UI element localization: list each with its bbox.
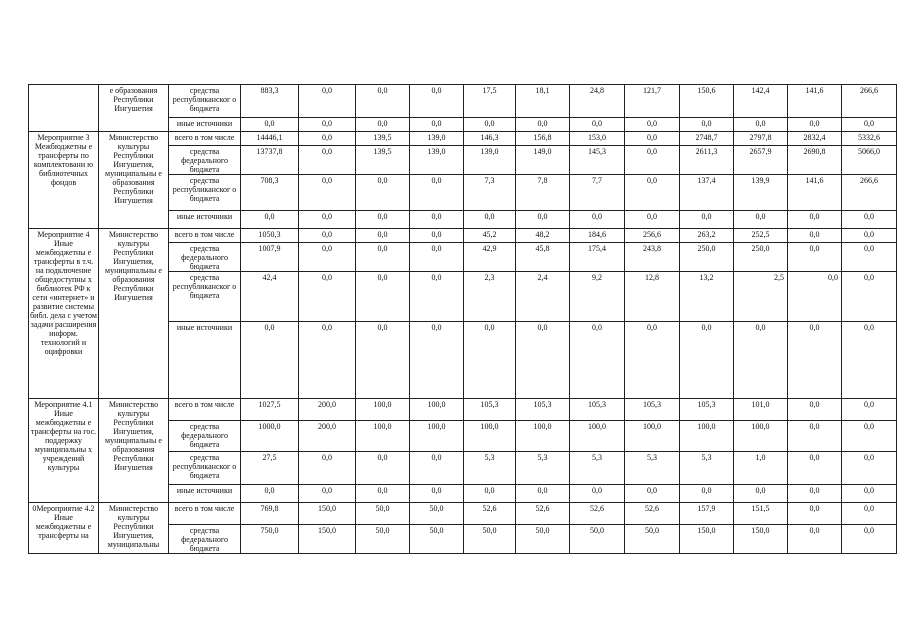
value-cell: 18,1 xyxy=(516,85,570,118)
value-cell: 105,3 xyxy=(680,399,734,421)
value-cell: 7,8 xyxy=(516,175,570,211)
value-cell: 0,0 xyxy=(299,243,356,272)
value-cell: 266,6 xyxy=(842,175,897,211)
value-cell: 139,0 xyxy=(410,146,464,175)
value-cell: 0,0 xyxy=(299,146,356,175)
value-cell: 0,0 xyxy=(570,118,625,132)
value-cell: 101,0 xyxy=(734,399,788,421)
responsible-cell: Министерство культуры Республики Ингушетия, муниципальны xyxy=(99,503,169,554)
value-cell: 50,0 xyxy=(410,525,464,554)
value-cell: 100,0 xyxy=(625,421,680,452)
value-cell: 0,0 xyxy=(788,243,842,272)
value-cell: 0,0 xyxy=(241,211,299,229)
value-cell: 250,0 xyxy=(734,243,788,272)
value-cell: 0,0 xyxy=(734,485,788,503)
value-cell: 5,3 xyxy=(625,452,680,485)
responsible-cell: Министерство культуры Республики Ингушетия, муниципальны е образования Республики Ингушетия xyxy=(99,229,169,399)
value-cell: 0,0 xyxy=(788,118,842,132)
value-cell: 0,0 xyxy=(356,485,410,503)
value-cell: 13737,8 xyxy=(241,146,299,175)
value-cell: 0,0 xyxy=(464,322,516,399)
value-cell: 0,0 xyxy=(410,322,464,399)
responsible-cell: Министерство культуры Республики Ингушетия, муниципальны е образования Республики Ингушетия xyxy=(99,132,169,229)
value-cell: 105,3 xyxy=(625,399,680,421)
value-cell: 0,0 xyxy=(516,485,570,503)
value-cell: 100,0 xyxy=(464,421,516,452)
value-cell: 0,0 xyxy=(410,485,464,503)
value-cell: 139,0 xyxy=(410,132,464,146)
value-cell: 0,0 xyxy=(356,175,410,211)
value-cell: 883,3 xyxy=(241,85,299,118)
value-cell: 184,6 xyxy=(570,229,625,243)
value-cell: 151,5 xyxy=(734,503,788,525)
table-row xyxy=(29,503,897,525)
value-cell: 0,0 xyxy=(570,322,625,399)
value-cell: 153,0 xyxy=(570,132,625,146)
value-cell: 100,0 xyxy=(680,421,734,452)
value-cell: 252,5 xyxy=(734,229,788,243)
value-cell: 12,8 xyxy=(625,272,680,322)
value-cell: 0,0 xyxy=(241,118,299,132)
value-cell: 2832,4 xyxy=(788,132,842,146)
value-cell: 1007,9 xyxy=(241,243,299,272)
value-cell: 0,0 xyxy=(625,175,680,211)
value-cell: 48,2 xyxy=(516,229,570,243)
value-cell: 0,0 xyxy=(788,272,842,322)
value-cell: 0,0 xyxy=(356,118,410,132)
event-cell: Мероприятие 3 Межбюджетны е трансферты по комплектовани ю библиотечных фондов xyxy=(29,132,99,229)
value-cell: 100,0 xyxy=(356,421,410,452)
event-cell xyxy=(29,85,99,132)
value-cell: 0,0 xyxy=(299,452,356,485)
value-cell: 0,0 xyxy=(570,211,625,229)
value-cell: 1027,5 xyxy=(241,399,299,421)
value-cell: 24,8 xyxy=(570,85,625,118)
value-cell: 0,0 xyxy=(842,272,897,322)
value-cell: 0,0 xyxy=(356,243,410,272)
value-cell: 0,0 xyxy=(680,322,734,399)
value-cell: 0,0 xyxy=(680,485,734,503)
value-cell: 14446,1 xyxy=(241,132,299,146)
value-cell: 50,0 xyxy=(410,503,464,525)
value-cell: 5,3 xyxy=(680,452,734,485)
value-cell: 150,0 xyxy=(299,503,356,525)
value-cell: 0,0 xyxy=(625,211,680,229)
value-cell: 0,0 xyxy=(356,272,410,322)
funding-source-cell: средства республиканског о бюджета xyxy=(169,85,241,118)
value-cell: 50,0 xyxy=(356,525,410,554)
value-cell: 0,0 xyxy=(788,525,842,554)
value-cell: 13,2 xyxy=(680,272,734,322)
value-cell: 0,0 xyxy=(570,485,625,503)
value-cell: 200,0 xyxy=(299,421,356,452)
value-cell: 105,3 xyxy=(516,399,570,421)
value-cell: 5066,0 xyxy=(842,146,897,175)
value-cell: 0,0 xyxy=(356,85,410,118)
value-cell: 243,8 xyxy=(625,243,680,272)
value-cell: 1,0 xyxy=(734,452,788,485)
value-cell: 0,0 xyxy=(842,503,897,525)
value-cell: 0,0 xyxy=(299,272,356,322)
value-cell: 708,3 xyxy=(241,175,299,211)
value-cell: 0,0 xyxy=(410,85,464,118)
value-cell: 45,8 xyxy=(516,243,570,272)
value-cell: 5332,6 xyxy=(842,132,897,146)
value-cell: 105,3 xyxy=(464,399,516,421)
value-cell: 0,0 xyxy=(734,322,788,399)
funding-source-cell: всего в том числе xyxy=(169,399,241,421)
value-cell: 0,0 xyxy=(410,229,464,243)
event-cell: Мероприятие 4.1 Иные межбюджетны е трансферты на гос. поддержку муниципальны х учреждений культуры xyxy=(29,399,99,503)
value-cell: 0,0 xyxy=(464,211,516,229)
value-cell: 175,4 xyxy=(570,243,625,272)
value-cell: 150,6 xyxy=(680,85,734,118)
value-cell: 0,0 xyxy=(788,322,842,399)
value-cell: 7,3 xyxy=(464,175,516,211)
funding-source-cell: иные источники xyxy=(169,485,241,503)
value-cell: 156,8 xyxy=(516,132,570,146)
value-cell: 146,3 xyxy=(464,132,516,146)
funding-source-cell: всего в том числе xyxy=(169,132,241,146)
value-cell: 0,0 xyxy=(356,322,410,399)
value-cell: 0,0 xyxy=(842,211,897,229)
funding-source-cell: средства федерального бюджета xyxy=(169,421,241,452)
table-row xyxy=(29,85,897,118)
value-cell: 0,0 xyxy=(516,118,570,132)
value-cell: 50,0 xyxy=(356,503,410,525)
value-cell: 100,0 xyxy=(516,421,570,452)
value-cell: 42,4 xyxy=(241,272,299,322)
table-row xyxy=(29,229,897,243)
value-cell: 145,3 xyxy=(570,146,625,175)
value-cell: 0,0 xyxy=(842,421,897,452)
value-cell: 0,0 xyxy=(464,118,516,132)
value-cell: 45,2 xyxy=(464,229,516,243)
value-cell: 2797,8 xyxy=(734,132,788,146)
value-cell: 0,0 xyxy=(788,211,842,229)
value-cell: 5,3 xyxy=(516,452,570,485)
value-cell: 5,3 xyxy=(464,452,516,485)
value-cell: 0,0 xyxy=(842,485,897,503)
value-cell: 0,0 xyxy=(299,229,356,243)
value-cell: 121,7 xyxy=(625,85,680,118)
value-cell: 5,3 xyxy=(570,452,625,485)
responsible-cell: е образования Республики Ингушетия xyxy=(99,85,169,132)
value-cell: 0,0 xyxy=(734,211,788,229)
value-cell: 0,0 xyxy=(241,322,299,399)
value-cell: 0,0 xyxy=(788,503,842,525)
table-row xyxy=(29,132,897,146)
value-cell: 0,0 xyxy=(356,211,410,229)
value-cell: 52,6 xyxy=(625,503,680,525)
value-cell: 7,7 xyxy=(570,175,625,211)
value-cell: 100,0 xyxy=(410,421,464,452)
value-cell: 157,9 xyxy=(680,503,734,525)
value-cell: 750,0 xyxy=(241,525,299,554)
value-cell: 52,6 xyxy=(516,503,570,525)
value-cell: 0,0 xyxy=(625,132,680,146)
value-cell: 0,0 xyxy=(410,118,464,132)
value-cell: 263,2 xyxy=(680,229,734,243)
responsible-cell: Министерство культуры Республики Ингушетия, муниципальны е образования Республики Ингушетия xyxy=(99,399,169,503)
value-cell: 139,9 xyxy=(734,175,788,211)
value-cell: 0,0 xyxy=(410,211,464,229)
table-row xyxy=(29,399,897,421)
funding-source-cell: всего в том числе xyxy=(169,503,241,525)
value-cell: 0,0 xyxy=(734,118,788,132)
event-cell: Мероприятие 4 Иные межбюджетны е трансферты в т.ч. на подключение общедоступны х библиотек РФ к сети «интернет» и развитие системы библ. дела с учетом задачи расширения информ. технологий и оцифровки xyxy=(29,229,99,399)
value-cell: 0,0 xyxy=(842,243,897,272)
value-cell: 52,6 xyxy=(464,503,516,525)
value-cell: 0,0 xyxy=(464,485,516,503)
value-cell: 141,6 xyxy=(788,175,842,211)
funding-source-cell: иные источники xyxy=(169,322,241,399)
funding-source-cell: иные источники xyxy=(169,211,241,229)
value-cell: 0,0 xyxy=(680,118,734,132)
funding-source-cell: средства федерального бюджета xyxy=(169,243,241,272)
value-cell: 0,0 xyxy=(625,485,680,503)
value-cell: 0,0 xyxy=(625,146,680,175)
value-cell: 0,0 xyxy=(299,322,356,399)
value-cell: 0,0 xyxy=(299,211,356,229)
value-cell: 137,4 xyxy=(680,175,734,211)
value-cell: 2,4 xyxy=(516,272,570,322)
funding-source-cell: средства республиканског о бюджета xyxy=(169,272,241,322)
value-cell: 0,0 xyxy=(842,118,897,132)
value-cell: 0,0 xyxy=(842,399,897,421)
value-cell: 100,0 xyxy=(410,399,464,421)
value-cell: 0,0 xyxy=(299,118,356,132)
value-cell: 50,0 xyxy=(570,525,625,554)
value-cell: 142,4 xyxy=(734,85,788,118)
value-cell: 0,0 xyxy=(410,243,464,272)
value-cell: 0,0 xyxy=(299,132,356,146)
funding-source-cell: средства республиканског о бюджета xyxy=(169,175,241,211)
value-cell: 139,5 xyxy=(356,132,410,146)
value-cell: 150,0 xyxy=(680,525,734,554)
value-cell: 0,0 xyxy=(842,525,897,554)
value-cell: 139,0 xyxy=(464,146,516,175)
value-cell: 266,6 xyxy=(842,85,897,118)
funding-source-cell: иные источники xyxy=(169,118,241,132)
value-cell: 0,0 xyxy=(410,452,464,485)
value-cell: 17,5 xyxy=(464,85,516,118)
value-cell: 27,5 xyxy=(241,452,299,485)
value-cell: 769,8 xyxy=(241,503,299,525)
value-cell: 200,0 xyxy=(299,399,356,421)
value-cell: 0,0 xyxy=(842,322,897,399)
value-cell: 150,0 xyxy=(734,525,788,554)
value-cell: 0,0 xyxy=(356,229,410,243)
funding-source-cell: средства федерального бюджета xyxy=(169,525,241,554)
value-cell: 0,0 xyxy=(788,399,842,421)
value-cell: 0,0 xyxy=(299,85,356,118)
value-cell: 0,0 xyxy=(680,211,734,229)
value-cell: 2611,3 xyxy=(680,146,734,175)
value-cell: 50,0 xyxy=(516,525,570,554)
value-cell: 2,5 xyxy=(734,272,788,322)
value-cell: 2690,8 xyxy=(788,146,842,175)
value-cell: 105,3 xyxy=(570,399,625,421)
value-cell: 1050,3 xyxy=(241,229,299,243)
value-cell: 250,0 xyxy=(680,243,734,272)
funding-source-cell: средства республиканског о бюджета xyxy=(169,452,241,485)
value-cell: 0,0 xyxy=(299,175,356,211)
value-cell: 0,0 xyxy=(410,175,464,211)
value-cell: 2,3 xyxy=(464,272,516,322)
value-cell: 0,0 xyxy=(625,322,680,399)
value-cell: 50,0 xyxy=(464,525,516,554)
value-cell: 0,0 xyxy=(788,452,842,485)
budget-table xyxy=(28,84,897,554)
value-cell: 139,5 xyxy=(356,146,410,175)
funding-source-cell: всего в том числе xyxy=(169,229,241,243)
value-cell: 100,0 xyxy=(734,421,788,452)
value-cell: 100,0 xyxy=(570,421,625,452)
value-cell: 0,0 xyxy=(842,452,897,485)
value-cell: 0,0 xyxy=(410,272,464,322)
value-cell: 0,0 xyxy=(842,229,897,243)
value-cell: 150,0 xyxy=(299,525,356,554)
value-cell: 50,0 xyxy=(625,525,680,554)
value-cell: 1000,0 xyxy=(241,421,299,452)
value-cell: 149,0 xyxy=(516,146,570,175)
value-cell: 0,0 xyxy=(516,211,570,229)
value-cell: 2748,7 xyxy=(680,132,734,146)
funding-source-cell: средства федерального бюджета xyxy=(169,146,241,175)
value-cell: 256,6 xyxy=(625,229,680,243)
value-cell: 9,2 xyxy=(570,272,625,322)
value-cell: 0,0 xyxy=(788,421,842,452)
value-cell: 0,0 xyxy=(516,322,570,399)
value-cell: 52,6 xyxy=(570,503,625,525)
value-cell: 0,0 xyxy=(356,452,410,485)
value-cell: 0,0 xyxy=(241,485,299,503)
value-cell: 2657,9 xyxy=(734,146,788,175)
value-cell: 0,0 xyxy=(625,118,680,132)
value-cell: 0,0 xyxy=(299,485,356,503)
value-cell: 0,0 xyxy=(788,229,842,243)
value-cell: 100,0 xyxy=(356,399,410,421)
event-cell: 0Мероприятие 4.2 Иные межбюджетны е трансферты на xyxy=(29,503,99,554)
value-cell: 0,0 xyxy=(788,485,842,503)
value-cell: 42,9 xyxy=(464,243,516,272)
value-cell: 141,6 xyxy=(788,85,842,118)
